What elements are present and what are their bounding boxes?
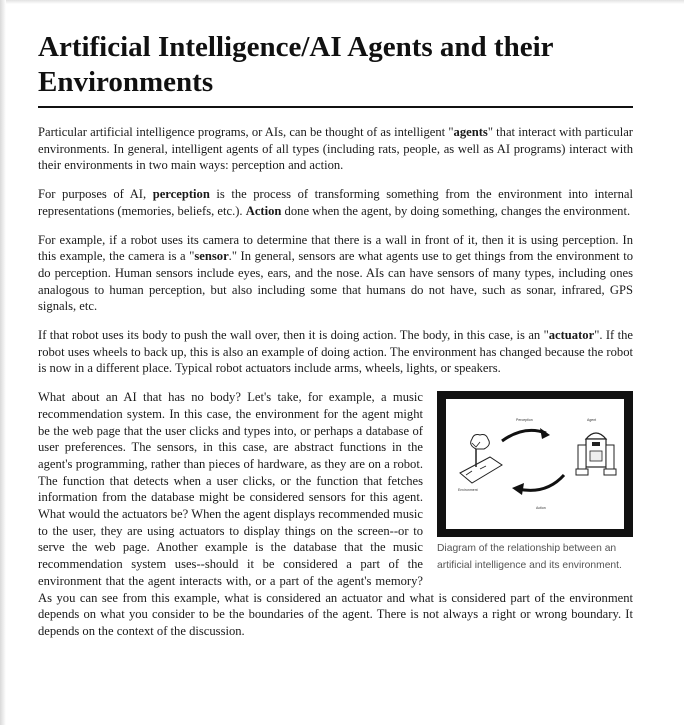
page-top-shadow bbox=[0, 0, 684, 4]
title-divider bbox=[38, 106, 633, 108]
paragraph-intro bbox=[38, 124, 633, 174]
diagram-svg bbox=[446, 399, 624, 529]
paragraph-no-body: What about an AI that has no body? Let's take, for example, a music recommendation system. In this case, the environment for the agent might be the web page that the user clicks and types into, or perhaps a database of user preferences. The sensors, in this case, are abstract functions in the agent's programming, rather than pieces of hardware, as they are on a robot. The function that detects when a user clicks, or the function that fetches information from the database might be considered sensors for this agent. What would the actuators be? When the agent displays recommended music to the user, they are using actuators to display things on the screen--or to serve the web page. Another example is the database that the music recommendation system uses--should it be considered a part of the environment that the agent interacts with, or a part of the agent's memory? As you can see from this example, what is considered an actuator and what is considered part of the environment depends on what you consider to be the boundaries of the agent. There is not always a right or wrong boundary. It depends on the context of the discussion. bbox=[38, 390, 633, 638]
label-action: Action bbox=[536, 506, 546, 511]
paragraph-sensor bbox=[38, 232, 633, 316]
text-run: " that interact with particular environments. In general, intelligent agents of all types (including rats, people, as well as AI programs) interact with their environments in two main ways: perception and action. bbox=[38, 125, 633, 173]
figure-caption: Diagram of the relationship between an artificial intelligence and its environment. bbox=[437, 543, 622, 571]
text-run: is the process of transforming something from the environment into internal representations (memories, beliefs, etc.). bbox=[38, 187, 633, 218]
term-perception: perception bbox=[152, 187, 210, 202]
figure-frame bbox=[437, 391, 633, 537]
page-left-shadow bbox=[0, 0, 6, 725]
text-run: If that robot uses its body to push the wall over, then it is doing action. The body, in this case, is an " bbox=[38, 328, 549, 343]
term-action: Action bbox=[245, 203, 282, 218]
label-agent: Agent bbox=[587, 418, 597, 423]
text-run: For purposes of AI, bbox=[38, 187, 153, 202]
label-environment: Environment bbox=[458, 488, 478, 493]
label-perception: Perception bbox=[516, 418, 533, 423]
paragraph-actuator bbox=[38, 327, 633, 377]
document-page bbox=[38, 30, 633, 652]
perception-arrow bbox=[502, 430, 546, 441]
text-run: done when the agent, by doing something, changes the environment. bbox=[281, 203, 631, 218]
paragraph-perception bbox=[38, 186, 633, 219]
figure bbox=[437, 391, 633, 574]
term-agents: agents bbox=[453, 125, 488, 139]
diagram-agent-environment bbox=[446, 399, 624, 529]
page-title: Artificial Intelligence/AI Agents and their Environments bbox=[38, 31, 553, 98]
action-arrowhead bbox=[512, 483, 524, 495]
term-sensor: sensor bbox=[194, 249, 229, 264]
text-run: Particular artificial intelligence programs, or AIs, can be thought of as intelligent " bbox=[38, 125, 454, 139]
text-run: For example, if a robot uses its camera to determine that there is a wall in front of it, then it is using perception. In this example, the camera is a " bbox=[38, 232, 633, 264]
action-arrow bbox=[518, 475, 564, 490]
term-actuator: actuator bbox=[548, 328, 595, 343]
text-run: ." In general, sensors are what agents use to get things from the environment to do perception. Human sensors include eyes, ears, and the nose. AIs can have sensors of many types, including ones analogous to human perception, but also including some that humans do not have, such as sonar, infrared, GPS signals, etc. bbox=[38, 249, 633, 314]
robot-agent-icon bbox=[576, 433, 616, 475]
environment-icon bbox=[460, 435, 502, 484]
perception-arrowhead bbox=[540, 428, 550, 439]
text-run: ". If the robot uses wheels to back up, this is also an example of doing action. The environment has changed because the robot is now in a different place. Typical robot actuators include arms, wheels, lights, or speakers. bbox=[38, 328, 633, 376]
